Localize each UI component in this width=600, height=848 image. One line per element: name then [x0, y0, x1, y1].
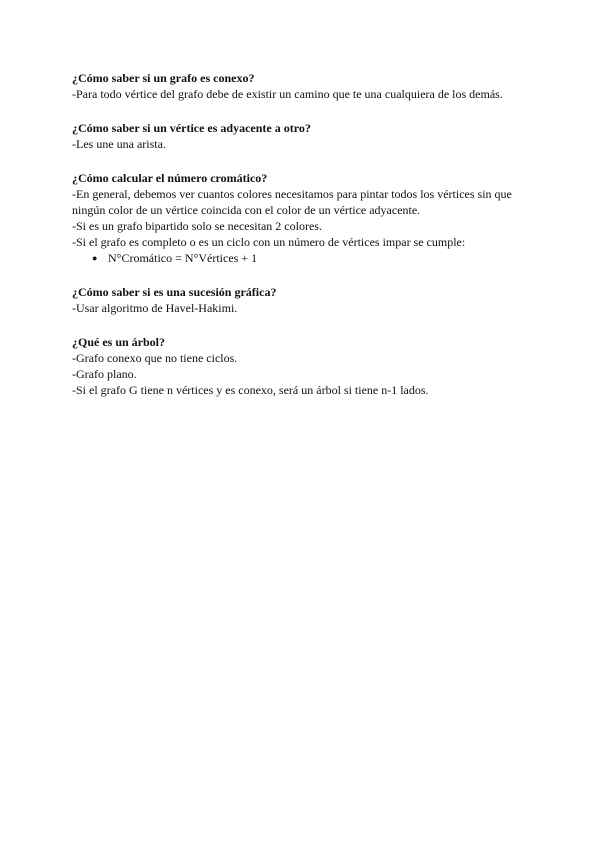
answer-line: -Para todo vértice del grafo debe de existir un camino que te una cualquiera de los demás.	[72, 87, 503, 101]
answer-line: -Grafo plano.	[72, 367, 137, 381]
answer-line: -Si el grafo es completo o es un ciclo con un número de vértices impar se cumple:	[72, 235, 466, 249]
answer-line: -Si es un grafo bipartido solo se necesitan 2 colores.	[72, 219, 322, 233]
section-arbol	[72, 334, 542, 398]
answer-line: -Usar algoritmo de Havel-Hakimi.	[72, 301, 238, 315]
answer-line: -Grafo conexo que no tiene ciclos.	[72, 351, 238, 365]
answer-line: -Les une una arista.	[72, 137, 166, 151]
section-conexo	[72, 70, 542, 102]
bullet-list	[72, 250, 542, 266]
answer-line: -Si el grafo G tiene n vértices y es conexo, será un árbol si tiene n-1 lados.	[72, 383, 429, 397]
question-heading: ¿Cómo saber si es una sucesión gráfica?	[72, 285, 277, 299]
answer-line: -En general, debemos ver cuantos colores necesitamos para pintar todos los vértices sin que	[72, 187, 512, 201]
question-heading: ¿Qué es un árbol?	[72, 335, 166, 349]
bullet-dot-icon: ●	[92, 253, 98, 263]
section-adyacente	[72, 120, 542, 152]
question-heading: ¿Cómo saber si un vértice es adyacente a otro?	[72, 121, 311, 135]
bullet-item	[92, 250, 542, 266]
section-sucesion	[72, 284, 542, 316]
bullet-text: N°Cromático = N°Vértices + 1	[108, 251, 258, 265]
section-cromatico	[72, 170, 542, 266]
question-heading: ¿Cómo saber si un grafo es conexo?	[72, 71, 255, 85]
answer-line: ningún color de un vértice coincida con el color de un vértice adyacente.	[72, 203, 421, 217]
question-heading: ¿Cómo calcular el número cromático?	[72, 171, 268, 185]
document-page	[72, 70, 542, 416]
